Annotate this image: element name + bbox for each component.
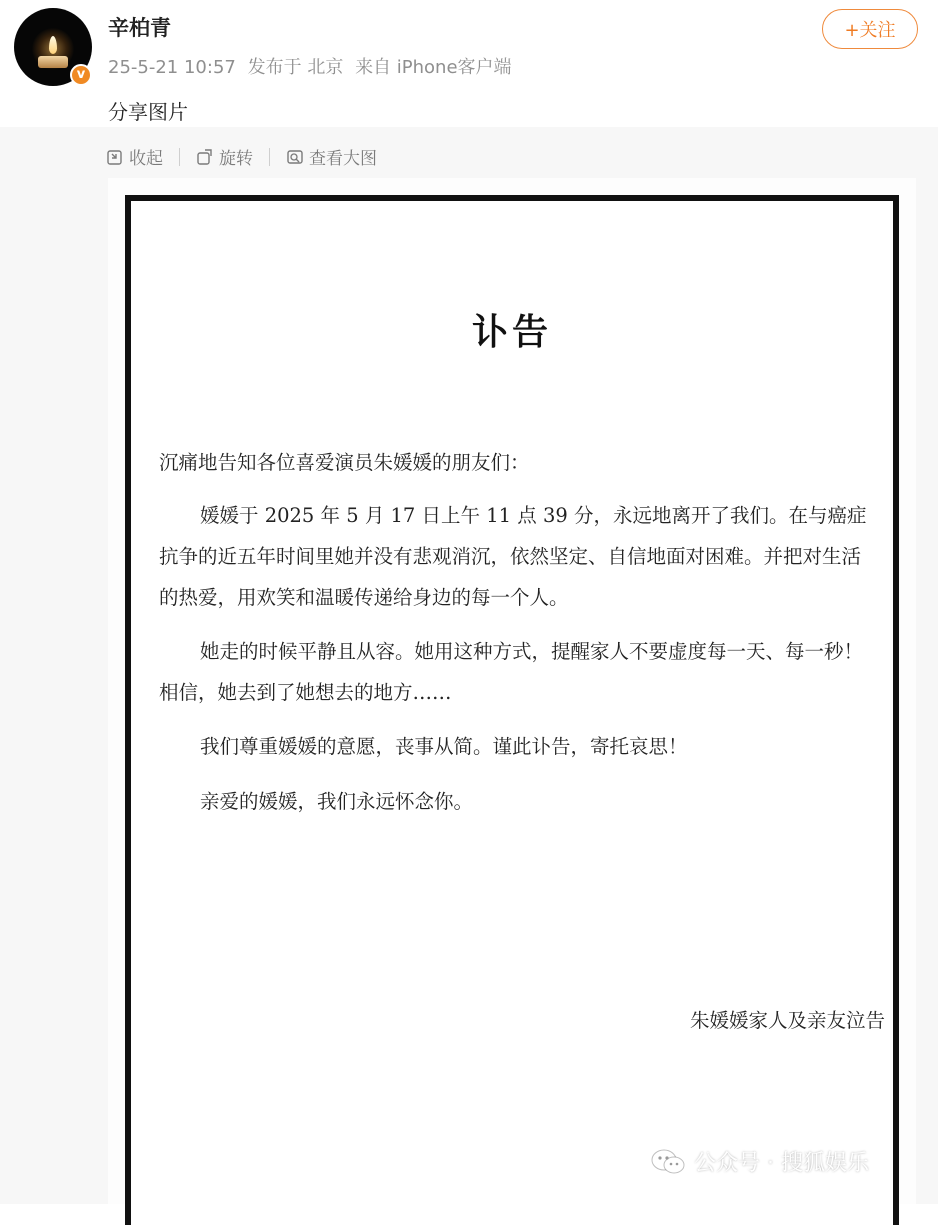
- avatar[interactable]: [14, 8, 92, 86]
- notice-paragraph: 我们尊重媛媛的意愿，丧事从简。谨此讣告，寄托哀思！: [200, 735, 688, 758]
- view-large-button[interactable]: [286, 144, 377, 169]
- toolbar-divider: [269, 148, 270, 166]
- post-source: 来自 iPhone客户端: [355, 57, 512, 78]
- collapse-label: 收起: [129, 149, 163, 169]
- author-name[interactable]: 辛柏青: [108, 16, 171, 40]
- image-toolbar: [106, 144, 377, 169]
- verified-badge-icon: v: [70, 64, 92, 86]
- obituary-document: [131, 201, 893, 1225]
- wechat-icon: [650, 1148, 686, 1176]
- post-location: 发布于 北京: [247, 57, 344, 78]
- watermark-text: 公众号 · 搜狐娱乐: [694, 1151, 869, 1176]
- image-viewer: [0, 127, 938, 1204]
- notice-title: 讣告: [471, 312, 552, 353]
- watermark: [650, 1146, 869, 1177]
- post-timestamp: 25-5-21 10:57: [108, 57, 236, 78]
- view-large-icon: [286, 148, 304, 166]
- candle-body: [38, 56, 68, 68]
- follow-button[interactable]: +关注: [822, 9, 918, 49]
- post-text: 分享图片: [108, 100, 188, 124]
- toolbar-divider: [179, 148, 180, 166]
- rotate-button[interactable]: [196, 144, 253, 169]
- rotate-label: 旋转: [219, 149, 253, 169]
- rotate-icon: [196, 148, 214, 166]
- notice-frame: [125, 195, 899, 1225]
- post-meta: [108, 53, 518, 79]
- candle-icon: [49, 36, 57, 54]
- notice-paragraph: 她走的时候平静且从容。她用这种方式，提醒家人不要虚度每一天、每一秒！相信，她去到了她想去的地方……: [159, 640, 864, 704]
- collapse-button[interactable]: [106, 144, 163, 169]
- notice-paragraph: 媛媛于 2025 年 5 月 17 日上午 11 点 39 分，永远地离开了我们。在与癌症抗争的近五年时间里她并没有悲观消沉，依然坚定、自信地面对困难。并把对生活的热爱，用欢笑和温暖传递给身边的每一个人。: [159, 504, 867, 609]
- collapse-icon: [106, 148, 124, 166]
- notice-signature: 朱媛媛家人及亲友泣告: [689, 1009, 885, 1032]
- shared-image[interactable]: [108, 178, 916, 1204]
- view-large-label: 查看大图: [309, 149, 377, 169]
- notice-paragraph: 亲爱的媛媛，我们永远怀念你。: [200, 790, 474, 813]
- notice-salutation: 沉痛地告知各位喜爱演员朱媛媛的朋友们：: [159, 451, 530, 474]
